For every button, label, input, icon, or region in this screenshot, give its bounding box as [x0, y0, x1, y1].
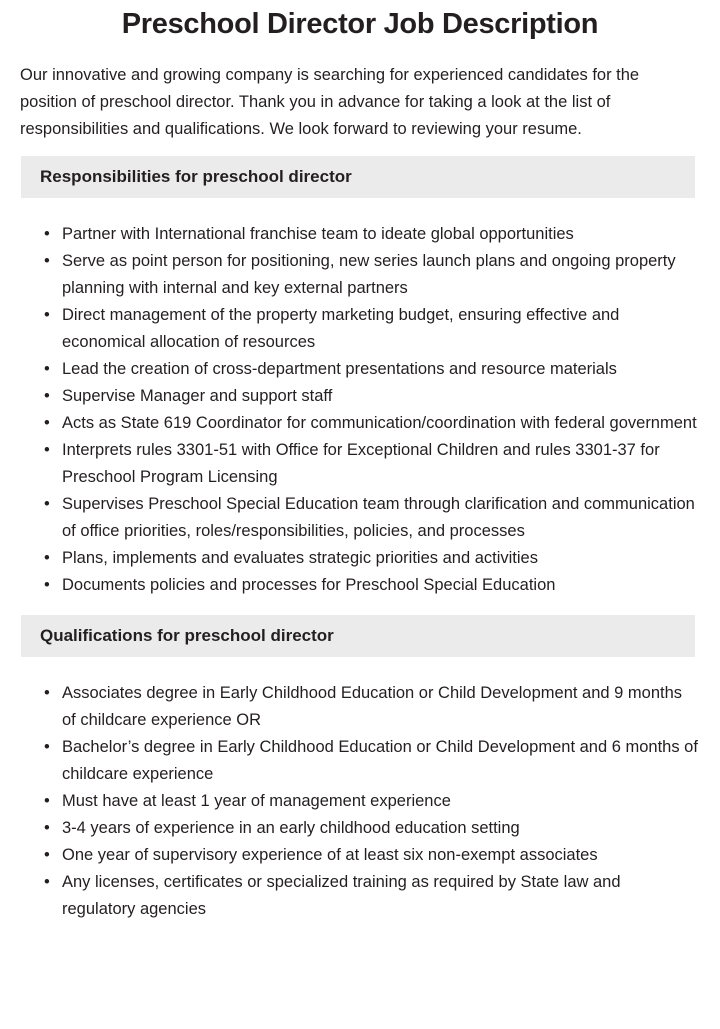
sections-container [0, 156, 720, 923]
list-item: • One year of supervisory experience of at least six non-exempt associates [20, 842, 698, 869]
page-title: Preschool Director Job Description [121, 8, 599, 40]
list-item: • Supervises Preschool Special Education team through clarification and communication of office priorities, roles/responsibilities, policies, and processes [20, 491, 698, 545]
qualifications-section-header: Qualifications for preschool director [21, 615, 695, 657]
list-item: • Documents policies and processes for Preschool Special Education [20, 572, 698, 599]
list-item: • Any licenses, certificates or specialized training as required by State law and regulatory agencies [20, 869, 698, 923]
responsibilities-section [0, 156, 720, 599]
list-item: • Plans, implements and evaluates strategic priorities and activities [20, 545, 698, 572]
list-item: • Direct management of the property marketing budget, ensuring effective and economical allocation of resources [20, 302, 698, 356]
list-item: • Must have at least 1 year of management experience [20, 788, 698, 815]
list-item: • Associates degree in Early Childhood Education or Child Development and 9 months of childcare experience OR [20, 680, 698, 734]
list-item: • Supervise Manager and support staff [20, 383, 698, 410]
list-item: • Acts as State 619 Coordinator for communication/coordination with federal government [20, 410, 698, 437]
responsibilities-section-header: Responsibilities for preschool director [21, 156, 695, 198]
list-item: • Bachelor’s degree in Early Childhood Education or Child Development and 6 months of childcare experience [20, 734, 698, 788]
list-item: • Partner with International franchise team to ideate global opportunities [20, 221, 698, 248]
responsibilities-list [20, 221, 698, 599]
intro-paragraph: Our innovative and growing company is searching for experienced candidates for the position of preschool director. Thank you in advance for taking a look at the list of responsibilities and qualifications. We look forward to reviewing your resume. [20, 66, 640, 138]
list-item: • Interprets rules 3301-51 with Office for Exceptional Children and rules 3301-37 for Preschool Program Licensing [20, 437, 698, 491]
qualifications-list [20, 680, 698, 923]
list-item: • Serve as point person for positioning, new series launch plans and ongoing property planning with internal and key external partners [20, 248, 698, 302]
list-item: • Lead the creation of cross-department presentations and resource materials [20, 356, 698, 383]
qualifications-section [0, 615, 720, 923]
list-item: • 3-4 years of experience in an early childhood education setting [20, 815, 698, 842]
